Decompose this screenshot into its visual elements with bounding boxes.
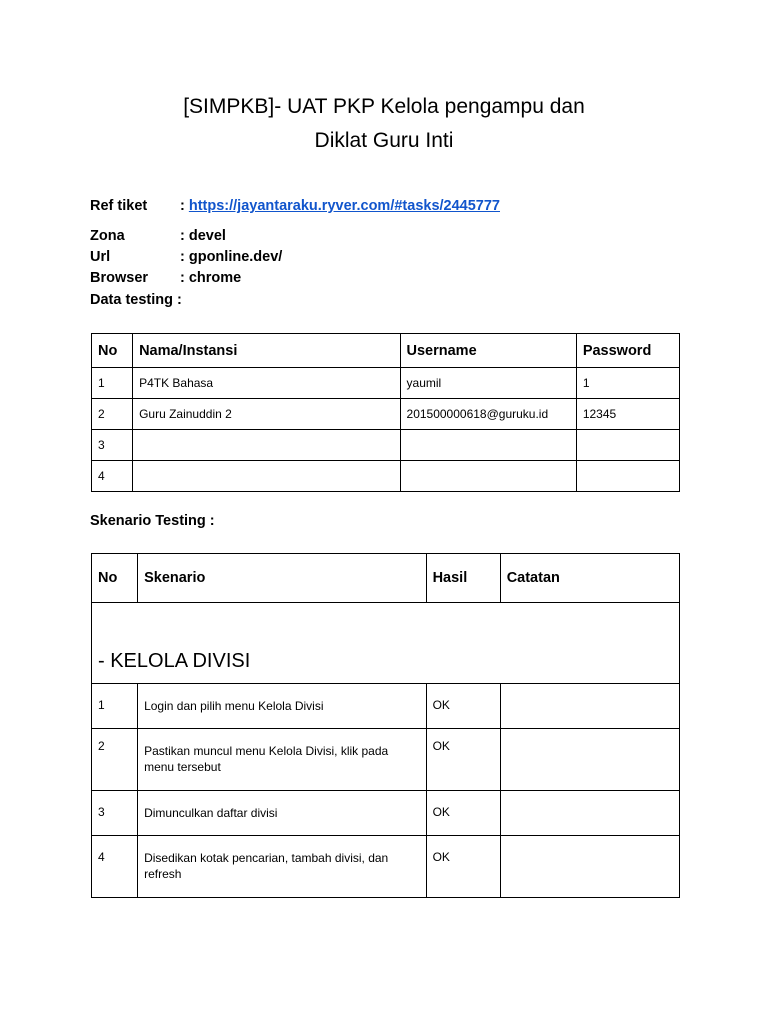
cell-username bbox=[400, 430, 576, 461]
cell-skenario: Login dan pilih menu Kelola Divisi bbox=[138, 684, 426, 729]
cell-skenario: Disedikan kotak pencarian, tambah divisi, dan refresh bbox=[138, 836, 426, 898]
cell-no: 4 bbox=[92, 836, 138, 898]
cell-no: 4 bbox=[92, 461, 133, 492]
section-row bbox=[92, 603, 680, 684]
skenario-table bbox=[91, 553, 680, 898]
cell-password: 1 bbox=[576, 368, 679, 399]
skenario-testing-label: Skenario Testing : bbox=[90, 513, 215, 529]
title-line-2: Diklat Guru Inti bbox=[314, 129, 454, 152]
browser-value: : chrome bbox=[180, 270, 242, 286]
url-value: : gponline.dev/ bbox=[180, 249, 283, 265]
data-testing-table bbox=[91, 333, 680, 492]
table-row bbox=[92, 461, 680, 492]
cell-username: 201500000618@guruku.id bbox=[400, 399, 576, 430]
cell-nama: Guru Zainuddin 2 bbox=[133, 399, 400, 430]
table-row bbox=[92, 684, 680, 729]
ref-tiket-label: Ref tiket bbox=[90, 198, 148, 214]
cell-catatan bbox=[500, 729, 679, 791]
ref-tiket-row bbox=[90, 198, 500, 214]
cell-no: 2 bbox=[92, 729, 138, 791]
cell-catatan bbox=[500, 836, 679, 898]
cell-nama: P4TK Bahasa bbox=[133, 368, 400, 399]
title-line-1: [SIMPKB]- UAT PKP Kelola pengampu dan bbox=[183, 95, 585, 118]
header-no: No bbox=[92, 334, 133, 368]
cell-skenario: Dimunculkan daftar divisi bbox=[138, 791, 426, 836]
zona-label: Zona bbox=[90, 228, 125, 244]
cell-password bbox=[576, 430, 679, 461]
header-catatan: Catatan bbox=[500, 554, 679, 603]
cell-no: 1 bbox=[92, 684, 138, 729]
cell-skenario: Pastikan muncul menu Kelola Divisi, klik pada menu tersebut bbox=[138, 729, 426, 791]
zona-row bbox=[90, 228, 226, 244]
table-row bbox=[92, 836, 680, 898]
header-skenario: Skenario bbox=[138, 554, 426, 603]
cell-hasil: OK bbox=[426, 684, 500, 729]
ref-tiket-link[interactable]: https://jayantaraku.ryver.com/#tasks/2445777 bbox=[188, 198, 500, 214]
header-no: No bbox=[92, 554, 138, 603]
cell-no: 3 bbox=[92, 430, 133, 461]
cell-hasil: OK bbox=[426, 836, 500, 898]
header-username: Username bbox=[400, 334, 576, 368]
table-row bbox=[92, 791, 680, 836]
table-header-row bbox=[92, 554, 680, 603]
zona-value: : devel bbox=[180, 228, 226, 244]
browser-row bbox=[90, 270, 241, 286]
url-row bbox=[90, 249, 282, 265]
header-password: Password bbox=[576, 334, 679, 368]
cell-password: 12345 bbox=[576, 399, 679, 430]
url-label: Url bbox=[90, 249, 111, 265]
document-title bbox=[0, 90, 768, 158]
table-row bbox=[92, 430, 680, 461]
cell-password bbox=[576, 461, 679, 492]
cell-no: 3 bbox=[92, 791, 138, 836]
cell-hasil: OK bbox=[426, 729, 500, 791]
table-row bbox=[92, 729, 680, 791]
header-nama: Nama/Instansi bbox=[133, 334, 400, 368]
cell-username bbox=[400, 461, 576, 492]
cell-nama bbox=[133, 430, 400, 461]
header-hasil: Hasil bbox=[426, 554, 500, 603]
table-header-row bbox=[92, 334, 680, 368]
data-testing-label: Data testing : bbox=[90, 292, 182, 308]
ref-tiket-sep: : bbox=[180, 198, 189, 214]
section-title: - KELOLA DIVISI bbox=[92, 603, 680, 684]
table-row bbox=[92, 368, 680, 399]
cell-catatan bbox=[500, 791, 679, 836]
cell-hasil: OK bbox=[426, 791, 500, 836]
cell-catatan bbox=[500, 684, 679, 729]
table-row bbox=[92, 399, 680, 430]
cell-nama bbox=[133, 461, 400, 492]
cell-username: yaumil bbox=[400, 368, 576, 399]
browser-label: Browser bbox=[90, 270, 149, 286]
cell-no: 1 bbox=[92, 368, 133, 399]
cell-no: 2 bbox=[92, 399, 133, 430]
